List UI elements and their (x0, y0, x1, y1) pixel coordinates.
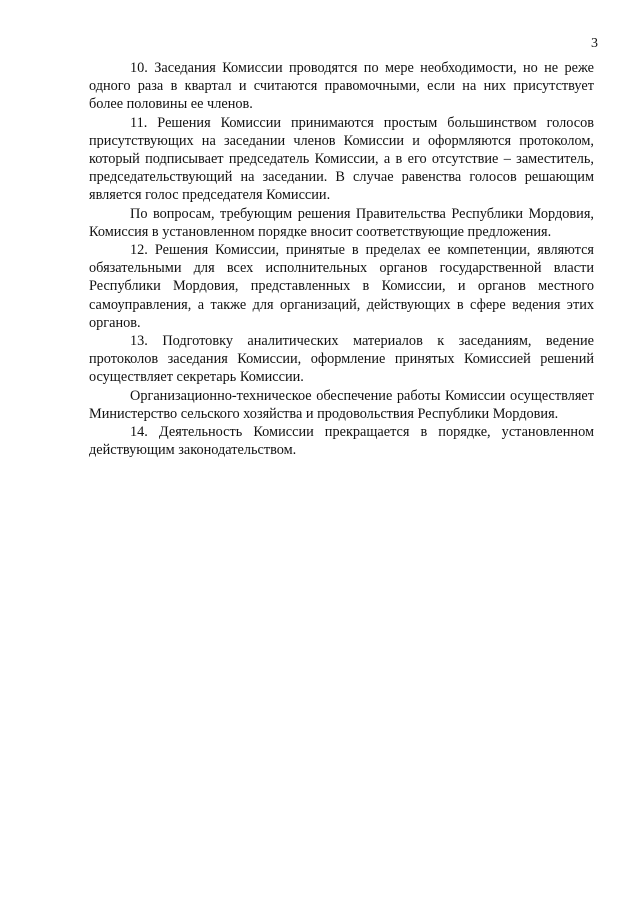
paragraph-10: 10. Заседания Комиссии проводятся по мере необходимости, но не реже одного раза в квартал и считаются правомочными, если на них присутствует более половины ее членов. (89, 60, 594, 113)
document-body (89, 59, 594, 459)
paragraph-14: 14. Деятельность Комиссии прекращается в порядке, установленном действующим законодательством. (89, 424, 594, 459)
paragraph-11: 11. Решения Комиссии принимаются простым большинством голосов присутствующих на заседании членов Комиссии и оформляются протоколом, который подписывает председатель Комиссии, а в его отсутствие – заместитель, председательствующий на заседании. В случае равенства голосов решающим является голос председателя Комиссии. (89, 114, 594, 204)
paragraph-13: 13. Подготовку аналитических материалов к заседаниям, ведение протоколов заседания Комиссии, оформление принятых Комиссией решений осуществляет секретарь Комиссии. (89, 333, 594, 386)
page-number: 3 (591, 36, 598, 51)
paragraph-12: 12. Решения Комиссии, принятые в пределах ее компетенции, являются обязательными для всех исполнительных органов государственной власти Республики Мордовия, представленных в Комиссии, и органов местного самоуправления, а также для организаций, действующих в сфере ведения этих органов. (89, 242, 594, 331)
paragraph-government-proposals: По вопросам, требующим решения Правительства Республики Мордовия, Комиссия в установленном порядке вносит соответствующие предложения. (89, 205, 594, 240)
paragraph-technical-support: Организационно-техническое обеспечение работы Комиссии осуществляет Министерство сельского хозяйства и продовольствия Республики Мордовия. (89, 387, 594, 422)
